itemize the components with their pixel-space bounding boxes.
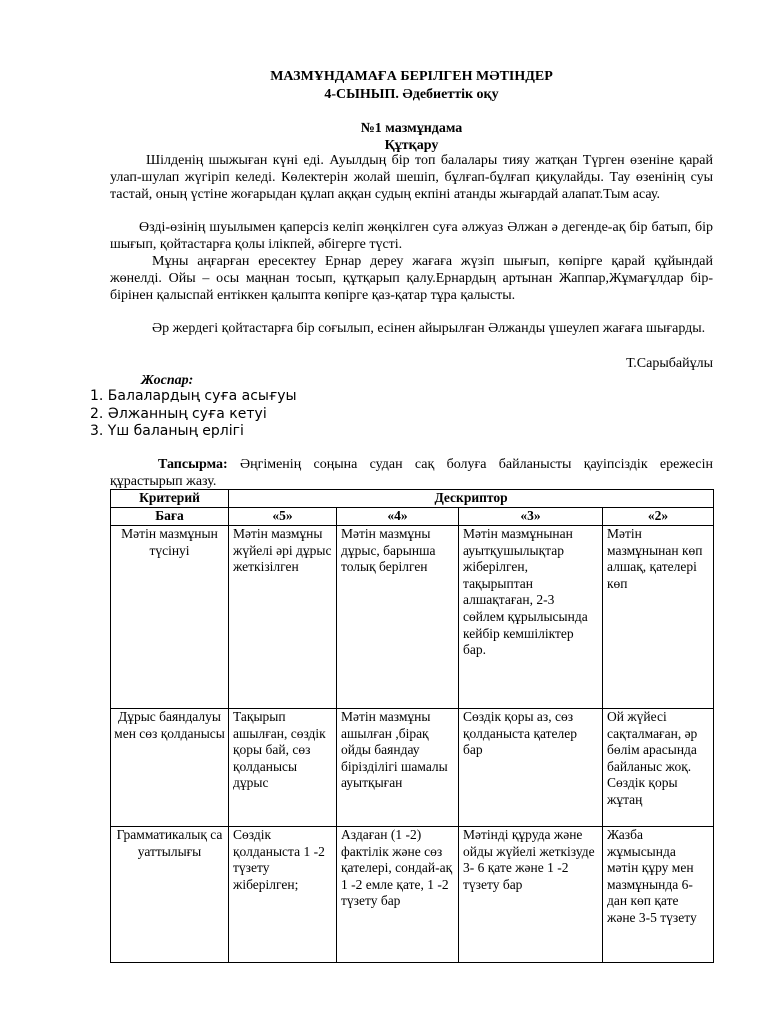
grade-3: «3»	[459, 508, 603, 526]
story-paragraph-4: Әр жердегі қойтастарға бір соғылып, есінен айырылған Әлжанды үшеулеп жағаға шығарды.	[152, 321, 706, 336]
descriptor-cell: Мәтін мазмұны ашылған ,бірақ ойды баяндау біріздiлігі шамалы ауытқыған	[337, 709, 459, 827]
story-number: №1 мазмұндама	[360, 121, 463, 136]
rubric-header-row	[111, 490, 714, 508]
descriptor-cell: Ой жүйесі сақталмаған, әр бөлім арасында байланыс жоқ. Сөздік қоры жұтаң	[603, 709, 714, 827]
criterion-cell: Дұрыс баяндалуы мен сөз қолданысы	[111, 709, 229, 827]
rubric-table	[110, 489, 714, 963]
grade-row	[111, 508, 714, 526]
table-row	[111, 827, 714, 963]
grade-label: Баға	[111, 508, 229, 526]
task-label: Тапсырма:	[158, 457, 228, 472]
descriptor-cell: Аздаған (1 -2) фактілік және сөз қателері, сондай-ақ 1 -2 емле қате, 1 -2 түзету бар	[337, 827, 459, 963]
grade-2: «2»	[603, 508, 714, 526]
plan-item: 2. Әлжанның суға кетуі	[90, 405, 267, 422]
plan-title: Жоспар:	[141, 373, 194, 388]
grade-5: «5»	[229, 508, 337, 526]
plan-list	[90, 388, 297, 441]
grade-4: «4»	[337, 508, 459, 526]
plan-item: 3. Үш баланың ерлігі	[90, 423, 244, 439]
table-row	[111, 526, 714, 709]
story-author: Т.Сарыбайұлы	[626, 356, 713, 371]
document-subtitle: 4-СЫНЫП. Әдебиеттік оқу	[324, 87, 499, 102]
descriptor-cell: Тақырып ашылған, сөздік қоры бай, сөз қолданысы дұрыс	[229, 709, 337, 827]
descriptor-cell: Мәтін мазмұнынан көп алшақ, қателері көп	[603, 526, 714, 709]
story-paragraph-1: Шілденің шыжыған күні еді. Ауылдың бір топ балалары тияу жатқан Түрген өзеніне қарай улап-шулап жүгіріп келеді. Көлектерін жолай шешіп, бұлғап-бұлғап қиқулайды. Тау өзенінің суы тастай, оның үстіне жоғарыдан құлап аққан судың екпіні атанды жығардай алапат.Тым асау.	[110, 153, 713, 202]
descriptor-cell: Мәтінді құруда және ойды жүйелі жеткізуде 3- 6 қате және 1 -2 түзету бар	[459, 827, 603, 963]
task-paragraph	[110, 457, 713, 490]
descriptor-header: Дескриптор	[229, 490, 714, 508]
descriptor-cell: Сөздік қоры аз, сөз қолданыста қателер бар	[459, 709, 603, 827]
descriptor-cell: Мәтін мазмұны жүйелі әрі дұрыс жеткізілген	[229, 526, 337, 709]
descriptor-cell: Мәтін мазмұны дұрыс, барынша толық берілген	[337, 526, 459, 709]
story-paragraph-3: Мұны аңғарған ересектеу Ернар дереу жағаға жүзіп шығып, көпірге қарай құйындай жөнелді. Ойы – осы маңнан тосып, құтқарып қалу.Ернардың артынан Жаппар,Жұмағұлдар бір-бірінен қалыспай ентіккен қалыпта көпірге қаз-қатар тұра қалысты.	[110, 254, 713, 303]
story-paragraph-2: Өзді-өзінің шуылымен қаперсіз келіп жөңкілген суға әлжуаз Әлжан ә дегенде-ақ бір батып, бір шығып, қойтастарға қолы ілікпей, әбігерге түсті.	[110, 220, 713, 252]
descriptor-cell: Мәтін мазмұнынан ауытқушылықтар жіберілген, тақырыптан алшақтаған, 2-3 сөйлем құрылысында кейбір кемшіліктер бар.	[459, 526, 603, 709]
document-title: МАЗМҰНДАМАҒА БЕРІЛГЕН МӘТІНДЕР	[270, 69, 553, 84]
plan-item: 1. Балалардың суға асығуы	[90, 388, 297, 404]
task-text: Әңгіменің соңына судан сақ болуға байланысты қауіпсіздік ережесін құрастырып жазу.	[110, 457, 713, 489]
criterion-cell: Мәтін мазмұнын түсінуі	[111, 526, 229, 709]
table-row	[111, 709, 714, 827]
criterion-cell: Грамматикалық сауаттылығы	[111, 827, 229, 963]
criterion-header: Критерий	[111, 490, 229, 508]
descriptor-cell: Сөздік қолданыста 1 -2 түзету жіберілген;	[229, 827, 337, 963]
descriptor-cell: Жазба жұмысында мәтін құру мен мазмұнында 6-дан көп қате және 3-5 түзету	[603, 827, 714, 963]
story-title: Құтқару	[384, 138, 439, 153]
